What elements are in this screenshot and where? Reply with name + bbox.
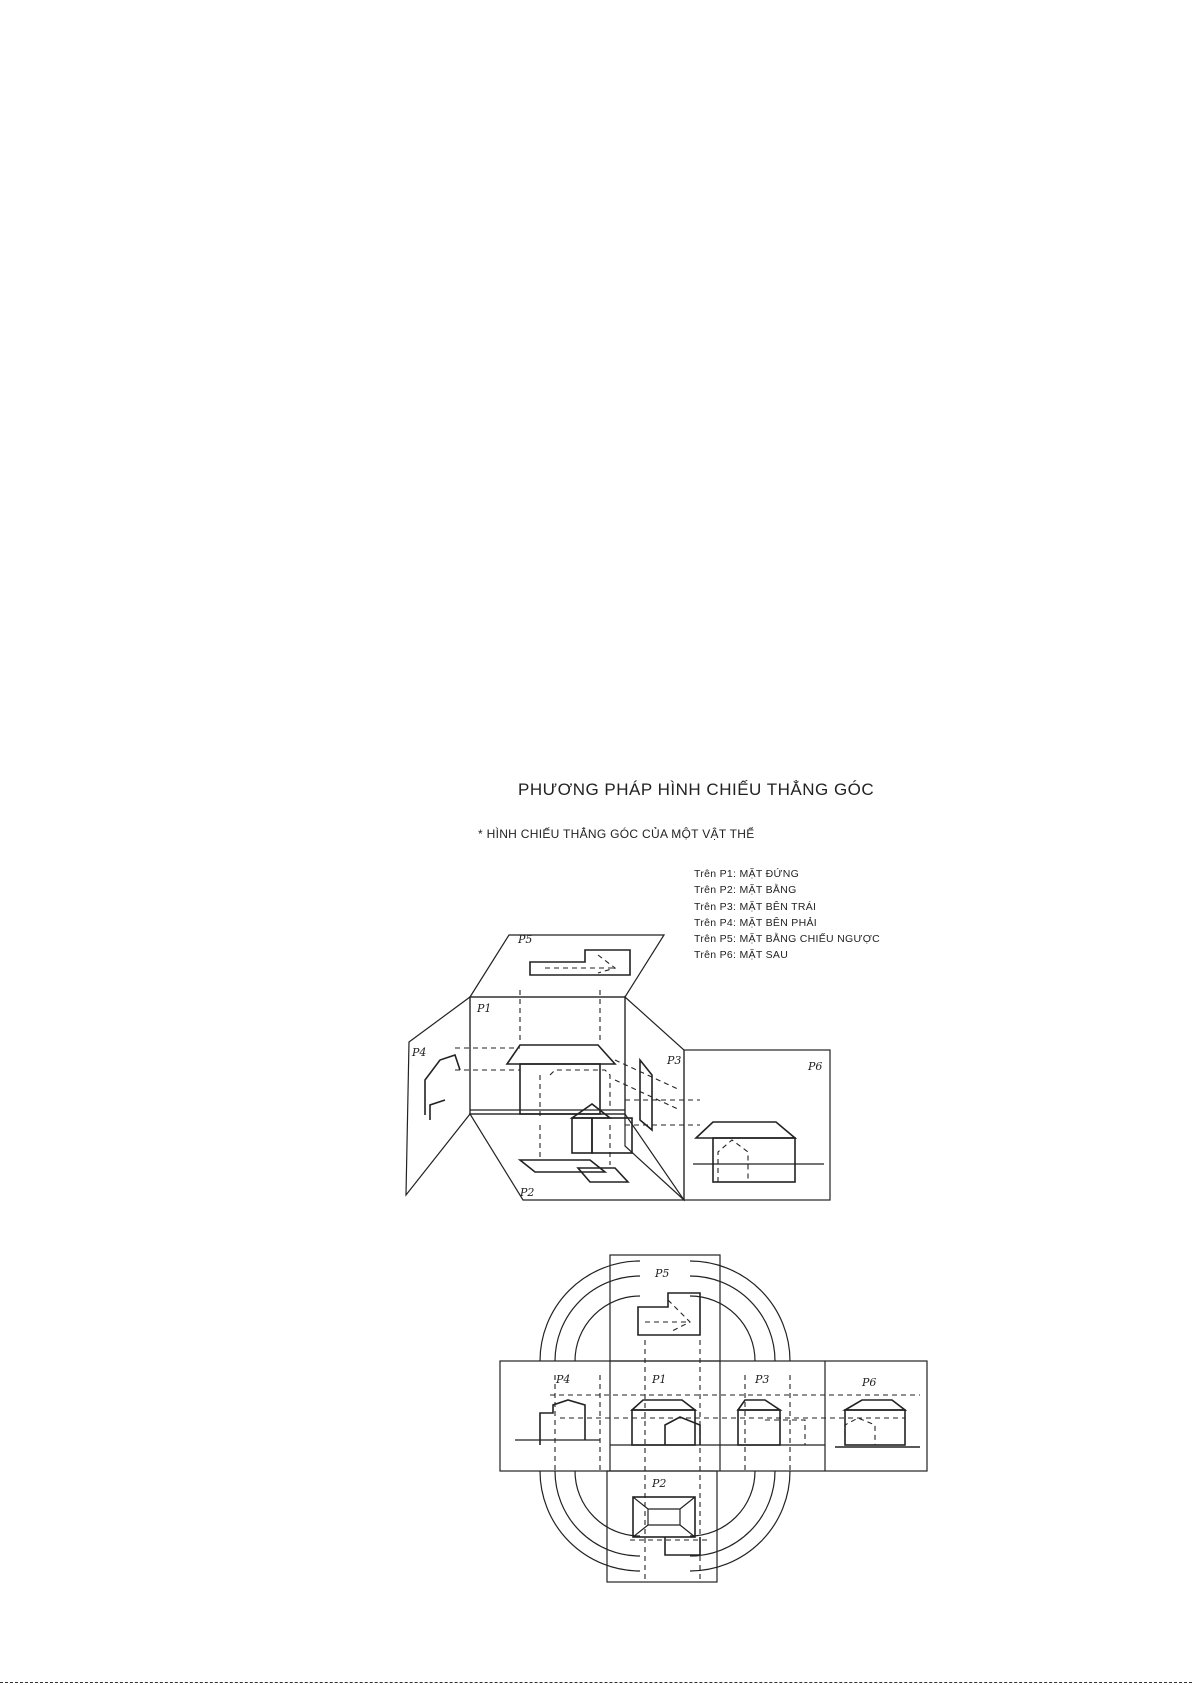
label-p3-3d: P3 — [667, 1054, 682, 1067]
legend-item-p6: Trên P6: MẶT SAU — [694, 949, 789, 962]
cross-p6-view — [835, 1400, 920, 1447]
label-p3-cross: P3 — [755, 1373, 770, 1386]
unfolded-projection-cross — [500, 1255, 927, 1582]
legend-item-p3: Trên P3: MẶT BÊN TRÁI — [694, 900, 817, 913]
title-text: PHƯƠNG PHÁP HÌNH CHIẾU THẲNG GÓC — [518, 780, 875, 799]
cross-p2-plan — [633, 1497, 700, 1555]
cross-p3-view — [720, 1400, 825, 1445]
plane-p1-front — [470, 997, 625, 1114]
p6-back-projection — [625, 1100, 824, 1182]
label-p1-cross: P1 — [652, 1373, 667, 1386]
p4-left-projection — [425, 1048, 520, 1120]
label-p5-3d: P5 — [518, 933, 533, 946]
label-p5-cross: P5 — [655, 1267, 670, 1280]
cross-p4-view — [515, 1400, 600, 1445]
scan-border-line — [0, 1682, 1192, 1683]
legend-item-p5: Trên P5: MẶT BẰNG CHIẾU NGƯỢC — [694, 933, 880, 946]
label-p6-cross: P6 — [862, 1376, 877, 1389]
label-p6-3d: P6 — [808, 1060, 823, 1073]
plane-p5-top — [470, 935, 664, 997]
legend-item-p2: Trên P2: MẶT BẰNG — [694, 884, 797, 897]
plane-p3-right — [625, 997, 684, 1200]
label-p4-3d: P4 — [412, 1046, 427, 1059]
house-3d — [507, 1045, 632, 1153]
label-p4-cross: P4 — [556, 1373, 571, 1386]
p5-roof-projection — [520, 950, 630, 1040]
label-p1-3d: P1 — [477, 1002, 492, 1015]
label-p2-3d: P2 — [520, 1186, 535, 1199]
legend-item-p4: Trên P4: MẶT BÊN PHẢI — [694, 916, 817, 929]
label-p2-cross: P2 — [652, 1477, 667, 1490]
isometric-box-diagram — [406, 933, 830, 1200]
subtitle: * HÌNH CHIẾU THẲNG GÓC CỦA MỘT VẬT THỂ — [478, 827, 755, 841]
legend-item-p1: Trên P1: MẶT ĐỨNG — [694, 868, 800, 880]
cross-p1-view — [610, 1400, 720, 1445]
cross-p5-roof — [638, 1293, 700, 1335]
plane-p4-left — [406, 997, 470, 1195]
